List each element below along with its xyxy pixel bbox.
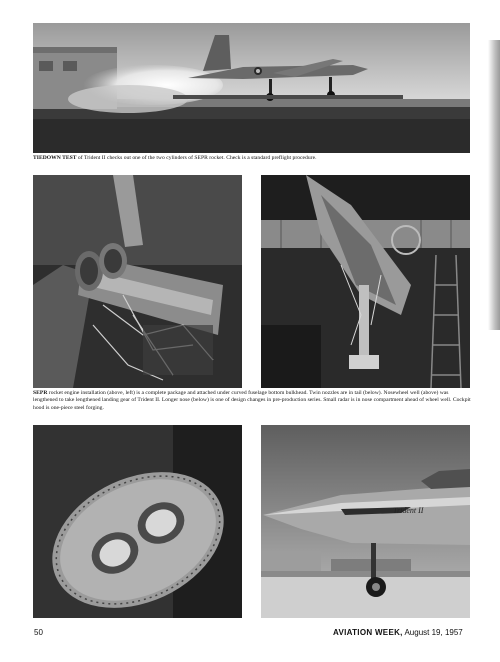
sepr-installation-caption [33,390,473,412]
page-edge-shadow [488,40,500,330]
twin-nozzles-photo [33,425,242,618]
nosewheel-well-photo [261,175,470,388]
aircraft-name-lettering: Trident II [393,506,424,515]
tiedown-caption-text: of Trident II checks out one of the two cylinders of SEPR rocket. Check is a standard preflight procedure. [76,155,317,161]
sepr-caption-lead: SEPR [33,390,48,396]
publication-date: August 19, 1957 [404,628,463,637]
rocket-engine-installation-photo [33,175,242,388]
page-number: 50 [34,628,43,637]
tiedown-test-caption [33,155,473,162]
tiedown-caption-lead: TIEDOWN TEST [33,155,77,161]
publication-footer [333,628,463,637]
sepr-caption-text: rocket engine installation (above, left) is a complete package and attached under curved fuselage bottom bulkhead. Twin nozzles are in tail (below). Nosewheel well (above) was lengthened to take lengthened landing gear of Trident II. Longer nose (below) is one of design changes in pre-production series. Small radar is in nose compartment ahead of wheel well. Cockpit hood is one-piece steel forging. [33,390,471,411]
aircraft-nose-photo [261,425,470,618]
tiedown-test-photo [33,23,470,153]
publication-name: AVIATION WEEK, [333,628,403,637]
